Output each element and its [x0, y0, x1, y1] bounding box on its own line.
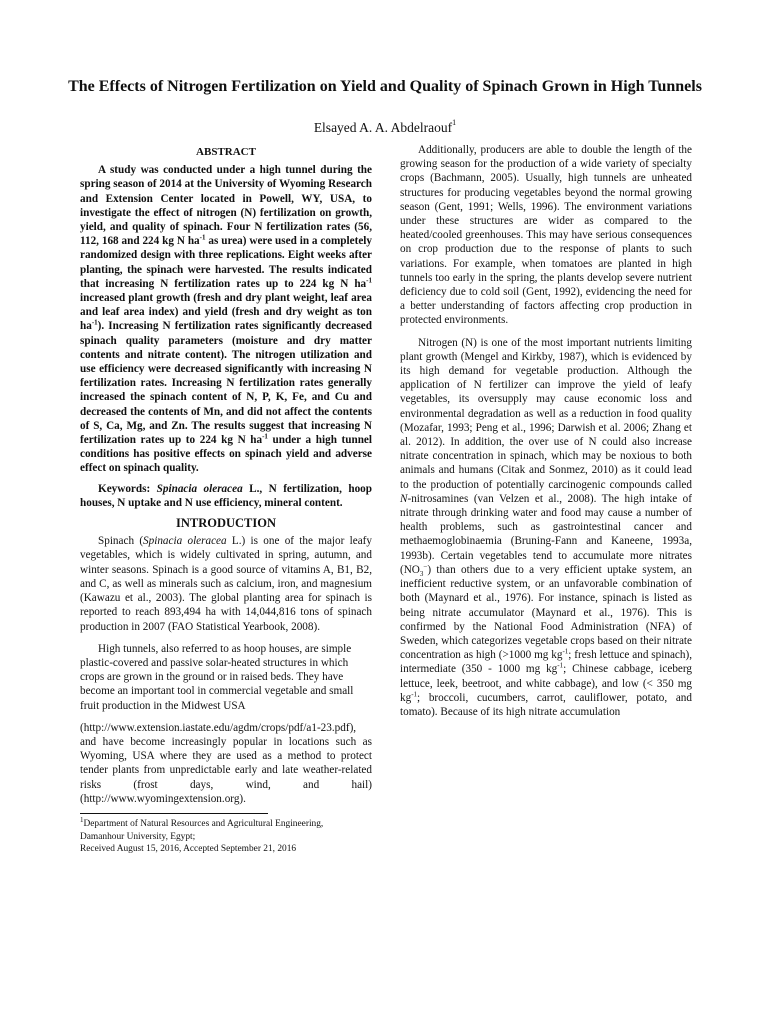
left-column	[80, 143, 372, 814]
abstract-heading: ABSTRACT	[196, 146, 256, 158]
intro-text: Nitrogen (N) is one of the most important nutrients limiting plant growth (Mengel and Kirkby, 1987), which is evidenced by its high demand for vegetable production. Although the application of N fertilizer can improve the yield of leafy vegetables, its oversupply may cause economic loss and environmental degradation as well as a reduction in food quality (Mozafar, 1993; Peng et al., 1996; Darwish et al. 2006; Zhang et al. 2012). In addition, the over use of N could also increase nitrate concentration in spinach, which may be noxious to both animals and humans (Citak and Sonmez, 2010) as it could lead to the production of potentially carcinogenic compounds called	[400, 336, 692, 491]
footnote-received: Received August 15, 2016, Accepted September 21, 2016	[80, 844, 297, 855]
intro-paragraph-2-continued: (http://www.extension.iastate.edu/agdm/crops/pdf/a1-23.pdf), and have become increasingly popular in locations such as Wyoming, USA where they are used as a method to protect tender plants from unpredictable early and late weather-related risks (frost days, wind, and hail) (http://www.wyomingextension.org).	[80, 721, 372, 805]
introduction-heading: INTRODUCTION	[175, 516, 276, 531]
abstract-part: as urea) were used in a completely randomized design with three replications. Eight weeks after planting, the spinach were harvested. The results indicated that increasing N fertilization rates up to 224 kg N ha	[80, 235, 372, 290]
author-name: Elsayed A. A. Abdelraouf	[313, 120, 453, 135]
abstract-sup: -1	[91, 318, 98, 327]
keywords-species: Spinacia oleracea	[156, 482, 243, 495]
footnote-line: Damanhour University, Egypt;	[80, 831, 196, 842]
abstract-sup: -1	[366, 276, 372, 285]
footnotes	[80, 815, 380, 856]
abstract-sup: -1	[199, 233, 206, 242]
keywords-label: Keywords:	[98, 482, 151, 495]
unit-sup: -1	[557, 661, 564, 670]
intro-text: -nitrosamines (van Velzen et al., 2008). The high intake of nitrate through drinking water and food may cause a number of health problems, such as gastrointestinal cancer and methaemoglobinaemia (Bruning-Fann and Kaneene, 1993a, 1993b). Certain vegetables tend to accumulate more nitrates (NO	[400, 492, 692, 576]
author-line	[60, 118, 710, 136]
intro-text: ; broccoli, cucumbers, carrot, cauliflower, potato, and tomato). Because of its high nitrate accumulation	[400, 691, 692, 718]
right-column	[400, 143, 692, 727]
intro-italic: N	[400, 492, 408, 505]
intro-paragraph-2: High tunnels, also referred to as hoop houses, are simple plastic-covered and passive solar-heated structures in which crops are grown in the ground or in raised beds. They have become an important tool in commercial vegetable and small fruit production in the Midwest USA	[80, 642, 354, 712]
footnote-affiliation	[80, 815, 380, 831]
unit-sup: -1	[411, 689, 418, 698]
abstract-part: increased plant growth (fresh and dry plant weight, leaf area and leaf area index) and yield (fresh and dry weight as ton ha	[80, 292, 372, 333]
footnote-mark: 1	[80, 815, 84, 824]
keywords-list: L., N fertilization, hoop houses, N uptake and N use efficiency, mineral content.	[80, 482, 372, 509]
intro-paragraph-1	[80, 534, 372, 633]
keywords	[80, 482, 372, 510]
intro-paragraph-3: Additionally, producers are able to double the length of the growing season for the production of a wide variety of specialty crops (Bachmann, 2005). Usually, high tunnels are unheated structures for producing vegetables beyond the normal growing season (Gent, 1991; Wells, 1996). The environment variations under these structures are wider as compared to the heated/cooled greenhouses. This may have serious consequences on crop production due to the response of plants to such variations. For example, when tomatoes are planted in high tunnels too early in the spring, the plants develop severe nutrient deficiency due to cold soil (Gent, 1992), evidencing the need for a better understanding of factors affecting crop production in protected environments.	[400, 144, 692, 327]
nitrate-subscript: 3	[419, 570, 424, 579]
intro-paragraph-4	[400, 336, 692, 719]
affiliation-mark: 1	[452, 118, 457, 127]
intro-species: Spinacia oleracea	[143, 535, 227, 548]
nitrate-superscript: −	[423, 562, 428, 571]
unit-sup: -1	[562, 647, 569, 656]
abstract-part: under a high tunnel conditions has positive effects on spinach yield and adverse effect on spinach quality.	[80, 434, 372, 475]
intro-text: L.) is one of the major leafy vegetables, which is widely cultivated in spring, autumn, and winter seasons. Spinach is a good source of vitamins A, B1, B2, and C, as well as minerals such as calcium, iron, and magnesium (Kawazu et al., 2003). The global planting area for spinach is reported to reach 893,494 ha with 14,044,816 tons of spinach production in 2007 (FAO Statistical Yearbook, 2008).	[80, 535, 372, 633]
footnote-line: Department of Natural Resources and Agricultural Engineering,	[83, 819, 324, 829]
abstract-text	[80, 163, 372, 475]
abstract-part: A study was conducted under a high tunnel during the spring season of 2014 at the University of Wyoming Research and Extension Center located in Powell, WY, USA, to investigate the effect of nitrogen (N) fertilization on growth, yield, and quality of spinach. Four N fertilization rates (56, 112, 168 and 224 kg N ha	[80, 164, 372, 248]
footnote-rule	[80, 813, 268, 814]
intro-text: Spinach (	[98, 535, 144, 548]
intro-text: ; Chinese cabbage, iceberg lettuce, leek, beetroot, and white cabbage), and low (< 350 mg kg	[400, 663, 692, 704]
intro-text: ; fresh lettuce and spinach), intermediate (350 - 1000 mg kg	[400, 649, 693, 676]
intro-text: ) than others due to a very efficient uptake system, an inefficient reductive system, or an unfavorable combination of both (Maynard et al., 1976). For instance, spinach is listed as being nitrate accumulator (Maynard et al., 1976). This is confirmed by the National Food Administration (NFA) of Sweden, which categorizes vegetable crops based on their nitrate concentration as high (>1000 mg kg	[400, 563, 692, 662]
abstract-sup: -1	[262, 432, 268, 441]
paper-title: The Effects of Nitrogen Fertilization on Yield and Quality of Spinach Grown in High Tunnels	[68, 78, 702, 95]
abstract-part: ). Increasing N fertilization rates significantly decreased spinach quality parameters (moisture and dry matter contents and nitrate content). The nitrogen utilization and use efficiency were decreased significantly with increasing N fertilization rates. Increasing N fertilization rates generally increased the spinach content of N, P, K, Fe, and Cu and decreased the contents of Mn, and did not affect the contents of S, Ca, Mg, and Zn. The results suggest that increasing N fertilization rates up to 224 kg N ha	[80, 320, 372, 447]
